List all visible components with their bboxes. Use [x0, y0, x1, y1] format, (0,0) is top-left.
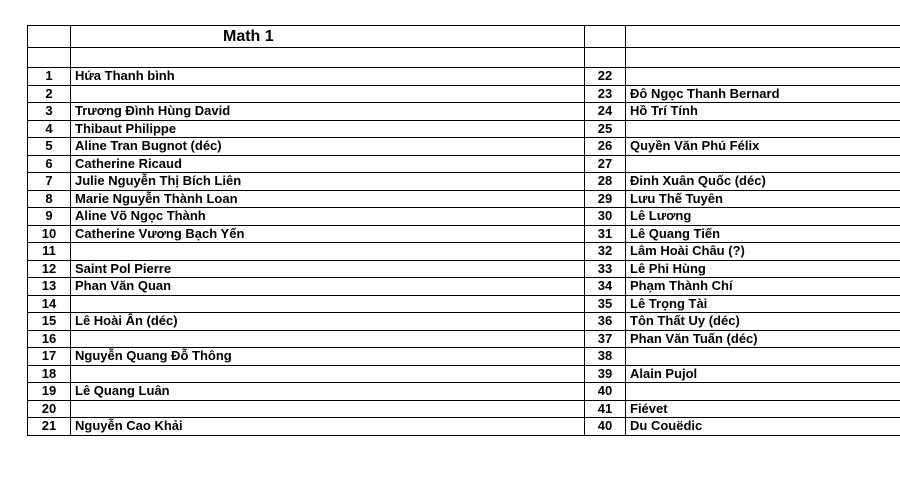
left-number-cell: 12: [28, 260, 71, 278]
left-number-cell: 5: [28, 138, 71, 156]
title-row-num2-cell: [585, 26, 626, 48]
right-number-cell: 24: [585, 103, 626, 121]
right-number-cell: 34: [585, 278, 626, 296]
table-row: [28, 313, 900, 331]
table-row: [28, 68, 900, 86]
right-name-cell: Lê Phi Hùng: [626, 260, 900, 278]
table-row: [28, 243, 900, 261]
blank-cell: [71, 48, 585, 68]
blank-cell: [585, 48, 626, 68]
left-name-cell: Lê Quang Luân: [71, 383, 585, 401]
right-number-cell: 29: [585, 190, 626, 208]
left-name-cell: Catherine Ricaud: [71, 155, 585, 173]
sheet-title: Math 1: [71, 26, 585, 48]
right-number-cell: 33: [585, 260, 626, 278]
left-name-cell: Trương Đình Hùng David: [71, 103, 585, 121]
right-number-cell: 37: [585, 330, 626, 348]
right-number-cell: 30: [585, 208, 626, 226]
right-number-cell: 40: [585, 418, 626, 436]
left-number-cell: 15: [28, 313, 71, 331]
right-number-cell: 36: [585, 313, 626, 331]
right-name-cell: Phạm Thành Chí: [626, 278, 900, 296]
left-name-cell: Hứa Thanh bình: [71, 68, 585, 86]
left-name-cell: Thibaut Philippe: [71, 120, 585, 138]
left-number-cell: 19: [28, 383, 71, 401]
left-number-cell: 16: [28, 330, 71, 348]
left-number-cell: 7: [28, 173, 71, 191]
left-name-cell: Saint Pol Pierre: [71, 260, 585, 278]
left-name-cell: Julie Nguyễn Thị Bích Liên: [71, 173, 585, 191]
right-name-cell: Lâm Hoài Châu (?): [626, 243, 900, 261]
left-name-cell: [71, 243, 585, 261]
left-number-cell: 1: [28, 68, 71, 86]
left-number-cell: 18: [28, 365, 71, 383]
right-number-cell: 25: [585, 120, 626, 138]
left-name-cell: Nguyễn Quang Đỗ Thông: [71, 348, 585, 366]
title-row-num-cell: [28, 26, 71, 48]
right-number-cell: 38: [585, 348, 626, 366]
roster-table: [27, 25, 900, 436]
left-name-cell: Phan Văn Quan: [71, 278, 585, 296]
table-row: [28, 208, 900, 226]
blank-cell: [28, 48, 71, 68]
table-row: [28, 85, 900, 103]
table-row: [28, 120, 900, 138]
left-name-cell: Aline Tran Bugnot (déc): [71, 138, 585, 156]
left-number-cell: 14: [28, 295, 71, 313]
right-number-cell: 32: [585, 243, 626, 261]
right-number-cell: 40: [585, 383, 626, 401]
right-number-cell: 41: [585, 400, 626, 418]
table-row: [28, 278, 900, 296]
table-row: [28, 383, 900, 401]
blank-cell: [626, 48, 900, 68]
right-name-cell: Đinh Xuân Quốc (déc): [626, 173, 900, 191]
left-name-cell: [71, 85, 585, 103]
left-number-cell: 4: [28, 120, 71, 138]
left-name-cell: Marie Nguyễn Thành Loan: [71, 190, 585, 208]
table-row: [28, 103, 900, 121]
table-row: [28, 400, 900, 418]
right-name-cell: Lê Lương: [626, 208, 900, 226]
table-row: [28, 173, 900, 191]
table-row: [28, 190, 900, 208]
right-number-cell: 26: [585, 138, 626, 156]
right-name-cell: Đô Ngọc Thanh Bernard: [626, 85, 900, 103]
left-number-cell: 2: [28, 85, 71, 103]
right-name-cell: [626, 155, 900, 173]
left-name-cell: Nguyễn Cao Khải: [71, 418, 585, 436]
left-number-cell: 13: [28, 278, 71, 296]
right-name-cell: Tôn Thất Uy (déc): [626, 313, 900, 331]
right-name-cell: [626, 383, 900, 401]
left-name-cell: [71, 330, 585, 348]
table-row: [28, 155, 900, 173]
right-number-cell: 28: [585, 173, 626, 191]
right-name-cell: [626, 120, 900, 138]
left-name-cell: [71, 400, 585, 418]
right-name-cell: Lê Quang Tiến: [626, 225, 900, 243]
right-number-cell: 23: [585, 85, 626, 103]
table-row: [28, 348, 900, 366]
right-number-cell: 39: [585, 365, 626, 383]
left-name-cell: [71, 365, 585, 383]
left-number-cell: 6: [28, 155, 71, 173]
right-name-cell: Lưu Thế Tuyên: [626, 190, 900, 208]
right-name-cell: Hồ Trí Tính: [626, 103, 900, 121]
left-name-cell: [71, 295, 585, 313]
table-row: [28, 365, 900, 383]
left-number-cell: 8: [28, 190, 71, 208]
right-name-cell: Phan Văn Tuấn (déc): [626, 330, 900, 348]
table-row: [28, 225, 900, 243]
left-number-cell: 9: [28, 208, 71, 226]
right-number-cell: 31: [585, 225, 626, 243]
left-number-cell: 21: [28, 418, 71, 436]
left-number-cell: 3: [28, 103, 71, 121]
left-number-cell: 20: [28, 400, 71, 418]
right-number-cell: 22: [585, 68, 626, 86]
left-name-cell: Lê Hoài Ân (déc): [71, 313, 585, 331]
right-number-cell: 35: [585, 295, 626, 313]
right-name-cell: [626, 68, 900, 86]
right-name-cell: Alain Pujol: [626, 365, 900, 383]
blank-row: [28, 48, 900, 68]
left-number-cell: 11: [28, 243, 71, 261]
right-name-cell: Quyền Văn Phú Félix: [626, 138, 900, 156]
table-row: [28, 295, 900, 313]
table-row: [28, 260, 900, 278]
left-number-cell: 17: [28, 348, 71, 366]
table-row: [28, 418, 900, 436]
left-name-cell: Catherine Vương Bạch Yến: [71, 225, 585, 243]
right-name-cell: Fiévet: [626, 400, 900, 418]
right-name-cell: Du Couëdic: [626, 418, 900, 436]
right-name-cell: [626, 348, 900, 366]
table-row: [28, 138, 900, 156]
left-number-cell: 10: [28, 225, 71, 243]
right-number-cell: 27: [585, 155, 626, 173]
left-name-cell: Aline Võ Ngọc Thành: [71, 208, 585, 226]
table-row: [28, 330, 900, 348]
roster-body: [28, 26, 900, 436]
right-name-cell: Lê Trọng Tài: [626, 295, 900, 313]
title-row: [28, 26, 900, 48]
title-row-name2-cell: [626, 26, 900, 48]
